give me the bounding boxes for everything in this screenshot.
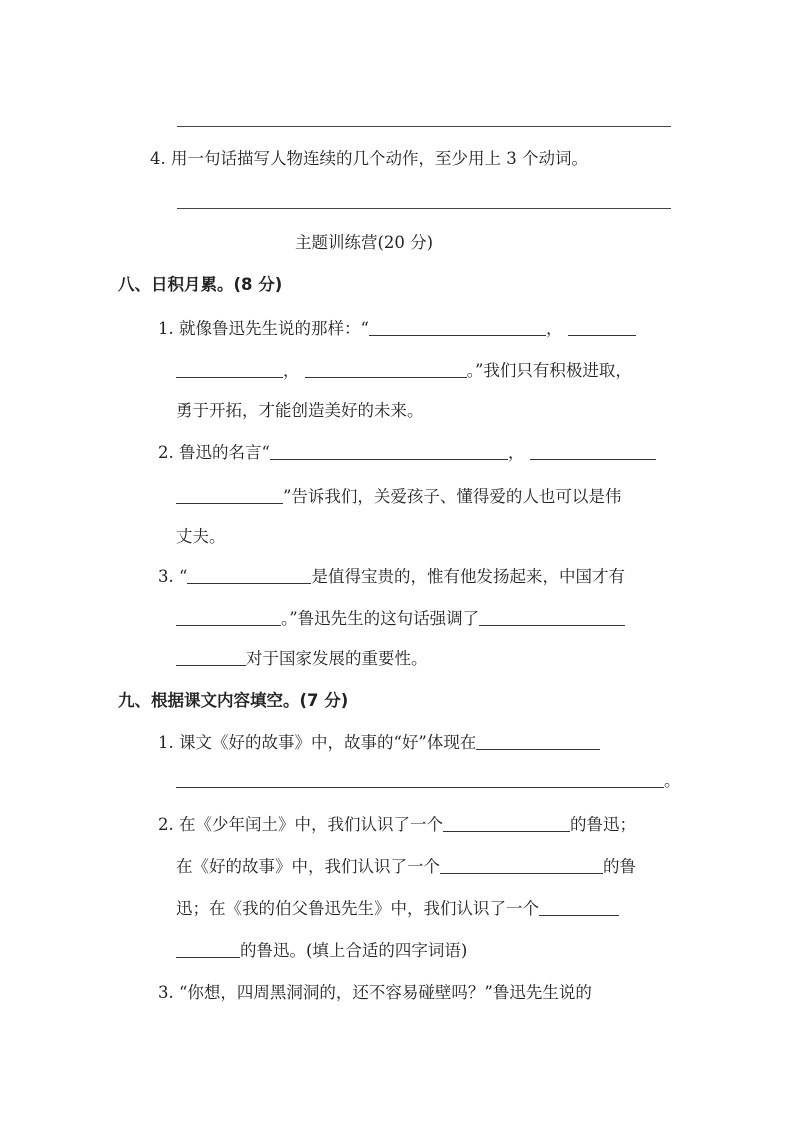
- s9-q1-line1: [158, 732, 600, 754]
- text: ，: [545, 319, 563, 338]
- text: 3. “你想，四周黑洞洞的，还不容易碰壁吗？”鲁迅先生说的: [158, 983, 592, 1002]
- blank[interactable]: [176, 376, 283, 378]
- text: ，: [283, 361, 300, 380]
- blank[interactable]: [176, 624, 281, 626]
- blank[interactable]: [440, 872, 603, 874]
- blank[interactable]: [176, 502, 283, 504]
- text: 2. 鲁迅的名言“: [158, 443, 270, 462]
- s8-q2-line2: [176, 486, 621, 508]
- s9-q2-line4: [176, 940, 467, 962]
- text: ，: [507, 443, 525, 462]
- s9-q2-line1: [158, 814, 636, 836]
- text: 1. 课文《好的故事》中，故事的“好”体现在: [158, 733, 477, 752]
- s8-q3-line1: [158, 566, 625, 588]
- text: 。: [664, 771, 681, 790]
- section-title: [295, 232, 433, 254]
- blank[interactable]: [176, 956, 240, 958]
- blank[interactable]: [176, 664, 246, 666]
- blank[interactable]: [176, 786, 664, 788]
- blank[interactable]: [530, 458, 656, 460]
- question-4: [150, 148, 588, 170]
- blank[interactable]: [476, 748, 600, 750]
- blank[interactable]: [305, 376, 467, 378]
- blank[interactable]: [568, 334, 636, 336]
- text: ”告诉我们，关爱孩子、懂得爱的人也可以是伟: [283, 487, 622, 506]
- text: 1. 就像鲁迅先生说的那样：“: [158, 319, 369, 338]
- text: 。”鲁迅先生的这句话强调了: [281, 609, 480, 628]
- text: 。”我们只有积极进取，: [466, 361, 632, 380]
- text: 在《好的故事》中，我们认识了一个: [176, 857, 440, 876]
- heading-text: 九、根据课文内容填空。(7 分): [118, 691, 349, 710]
- text: 对于国家发展的重要性。: [246, 649, 428, 668]
- section-9-heading: [118, 690, 348, 712]
- text: 丈夫。: [176, 527, 226, 546]
- s8-q3-line2: [176, 608, 625, 630]
- s8-q3-line3: [176, 648, 428, 670]
- text: 勇于开拓，才能创造美好的未来。: [176, 401, 424, 420]
- s9-q1-line2: [176, 770, 681, 792]
- question-text: 4. 用一句话描写人物连续的几个动作，至少用上 3 个动词。: [150, 149, 588, 168]
- answer-line[interactable]: [177, 126, 671, 127]
- s9-q3-line1: [158, 982, 592, 1004]
- blank[interactable]: [187, 582, 311, 584]
- text: 2. 在《少年闰土》中，我们认识了一个: [158, 815, 443, 834]
- s9-q2-line2: [176, 856, 636, 878]
- s8-q1-line1: [158, 318, 636, 340]
- blank[interactable]: [479, 624, 625, 626]
- section-8-heading: [118, 274, 282, 296]
- text: 迅；在《我的伯父鲁迅先生》中，我们认识了一个: [176, 899, 539, 918]
- text: 的鲁迅；: [570, 815, 636, 834]
- blank[interactable]: [539, 914, 619, 916]
- text: 3. “: [158, 567, 188, 586]
- s8-q2-line1: [158, 442, 656, 464]
- s9-q2-line3: [176, 898, 619, 920]
- section-title-text: 主题训练营(20 分): [295, 233, 434, 252]
- s8-q1-line2: [176, 360, 632, 382]
- text: 的鲁迅。(填上合适的四字词语): [240, 941, 468, 960]
- heading-text: 八、日积月累。(8 分): [118, 275, 283, 294]
- blank[interactable]: [369, 334, 546, 336]
- text: 的鲁: [603, 857, 636, 876]
- blank[interactable]: [270, 458, 508, 460]
- answer-line[interactable]: [177, 208, 671, 209]
- s8-q2-line3: [176, 526, 226, 548]
- blank[interactable]: [443, 830, 570, 832]
- s8-q1-line3: [176, 400, 424, 422]
- text: 是值得宝贵的，惟有他发扬起来，中国才有: [311, 567, 625, 586]
